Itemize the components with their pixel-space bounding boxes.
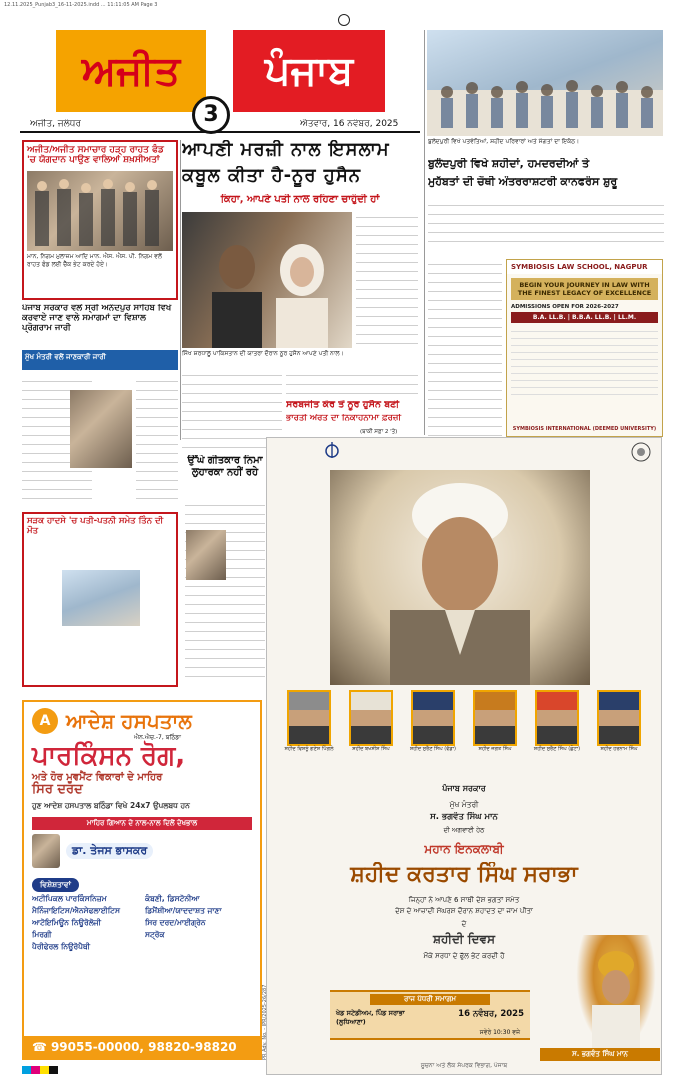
martyrs-row <box>283 690 645 780</box>
martyr-photo <box>411 690 455 746</box>
specialty-item: ਕੰਬਣੀ, ਡਿਸਟੋਨੀਆ <box>145 893 200 903</box>
martyr-photo <box>473 690 517 746</box>
islam-headline-1: ਆਪਣੀ ਮਰਜ਼ੀ ਨਾਲ ਇਸਲਾਮ <box>182 140 390 160</box>
govt-line-1: ਜਿਨ੍ਹਾਂ ਨੇ ਆਪਣੇ 6 ਸਾਥੀ ਦੇਸ਼ ਭਗਤਾਂ ਸਮੇਤ <box>408 896 520 904</box>
punjab-govt-emblem-icon <box>630 441 652 463</box>
islam-subhead-2: ਸਰਬਜੀਤ ਕੌਰ ਤੋਂ ਨੂਰ ਹੁਸੈਨ ਬਣੀ <box>286 400 400 410</box>
anandpur-headline: ਪੰਜਾਬ ਸਰਕਾਰ ਵਲੋਂ ਸ੍ਰੀ ਅਨੰਦਪੁਰ ਸਾਹਿਬ ਵਿਖੇ ਕਰਵਾਏ ਜਾਣ ਵਾਲੇ ਸਮਾਗਮਾਂ ਦਾ ਵਿਸ਼ਾਲ ਪ੍ਰੋਗਰਾਮ ਜਾਰੀ <box>22 304 172 333</box>
specialties-label: ਵਿਸ਼ੇਸ਼ਤਾਵਾਂ <box>32 878 79 892</box>
conference-body-text <box>428 200 664 250</box>
islam-subhead: ਕਿਹਾ, ਆਪਣੇ ਪਤੀ ਨਾਲ ਰਹਿਣਾ ਚਾਹੁੰਦੀ ਹਾਂ <box>220 194 380 205</box>
symbiosis-ad <box>506 259 663 437</box>
masthead-left-block <box>56 30 206 112</box>
print-color-bar <box>22 1066 58 1074</box>
govt-descriptor: ਮਹਾਨ ਇਨਕਲਾਬੀ <box>424 842 504 856</box>
symbiosis-tagline-1: BEGIN YOUR JOURNEY IN LAW WITH <box>519 281 650 289</box>
specialty-item: ਅਟੀਪਿਕਲ ਪਾਰਕਿੰਸਨਿਜ਼ਮ <box>32 893 107 903</box>
hospital-phone-bar <box>24 1036 260 1058</box>
specialties-list <box>32 894 252 952</box>
martyr-photo <box>287 690 331 746</box>
hospital-line-2: ਸਿਰ ਦਰਦ <box>32 782 83 798</box>
martyr-card <box>407 690 459 780</box>
masthead-title-left: ਅਜੀਤ <box>81 48 181 94</box>
martyr-card <box>593 690 645 780</box>
martyr-caption: ਸ਼ਹੀਦ ਬਖਸ਼ੀਸ਼ ਸਿੰਘ <box>352 746 390 752</box>
page-number-badge: 3 <box>192 96 230 134</box>
column-rule <box>180 140 181 440</box>
funds-caption: ਮਾਨ, ਨਿਗਮ ਮੁਲਾਜ਼ਮ ਆਦਿ ਮਾਨ. ਐਸ. ਐਸ. ਪੀ. ਨਿਗਮ ਵਲੋਂ ਰਾਹਤ ਫੰਡ ਲਈ ਚੈੱਕ ਭੇਟ ਕਰਦੇ ਹੋਏ। <box>27 252 162 268</box>
conference-headline-2: ਮੁਹੱਬਤਾਂ ਦੀ ਚੌਥੀ ਅੰਤਰਰਾਸ਼ਟਰੀ ਕਾਨਫਰੰਸ ਸ਼ੁਰੂ <box>428 176 618 188</box>
conference-photo-caption: ਬੁਲੰਦਪੁਰੀ ਵਿਖੇ ਪਤਵੰਤਿਆਂ, ਸ਼ਹੀਦ ਪਰਿਵਾਰਾਂ ਅਤੇ ਸੰਗਤਾਂ ਦਾ ਇਕੱਠ। <box>428 138 580 145</box>
hospital-logo-icon: A <box>32 708 58 734</box>
symbiosis-tagline-2: THE FINEST LEGACY OF EXCELLENCE <box>517 289 652 297</box>
islam-couple-photo <box>182 212 352 348</box>
masthead-right-block <box>233 30 385 112</box>
martyr-caption: ਸ਼ਹੀਦ ਸੁਰੈਣ ਸਿੰਘ (ਛੋਟਾ) <box>533 746 581 752</box>
islam-body-2 <box>286 370 418 398</box>
govt-line-3: ਦੇ <box>461 920 467 928</box>
dateline-date: ਐਤਵਾਰ, 16 ਨਵੰਬਰ, 2025 <box>300 119 399 129</box>
event-bar <box>330 990 530 1040</box>
column-rule <box>424 30 425 435</box>
govt-tribute: ਮੌਕੇ ਸਰਧਾ ਦੇ ਫੁੱਲ ਭੇਟ ਕਰਦੀ ਹੈ <box>423 952 505 960</box>
islam-photo-caption: ਸਿੱਖ ਸ਼ਰਧਾਲੂ ਪਾਕਿਸਤਾਨ ਦੀ ਯਾਤਰਾ ਦੌਰਾਨ ਨੂਰ ਹੁਸੈਨ ਆਪਣੇ ਪਤੀ ਨਾਲ। <box>182 350 344 357</box>
hospital-disease-title: ਪਾਰਕਿੰਸਨ ਰੋਗ, <box>32 741 186 771</box>
hospital-location: ਐਨ.ਐਚ.-7, ਬਠਿੰਡਾ <box>134 734 181 741</box>
print-slug: 12.11.2025_Punjab3_16-11-2025.indd ... 11:11:05 AM Page 3 <box>4 2 158 8</box>
martyr-card <box>345 690 397 780</box>
hospital-ad <box>22 700 262 1060</box>
martyr-caption: ਸ਼ਹੀਦ ਵਿਸ਼ਨੂੰ ਗਣੇਸ਼ ਪਿੰਗਲੇ <box>284 746 334 752</box>
islam-body-right <box>356 212 418 348</box>
islam-headline-2: ਕਬੂਲ ਕੀਤਾ ਹੈ-ਨੂਰ ਹੁਸੈਨ <box>182 166 362 186</box>
govt-day-title: ਸ਼ਹੀਦੀ ਦਿਵਸ <box>432 932 496 946</box>
event-label: ਰਾਜ ਪੱਧਰੀ ਸਮਾਗਮ <box>370 994 490 1005</box>
anandpur-photo <box>70 390 132 468</box>
event-venue: ਖੇਡ ਸਟੇਡੀਅਮ, ਪਿੰਡ ਸਰਾਭਾ (ਲੁਧਿਆਣਾ) <box>336 1009 405 1026</box>
hospital-name: ਆਦੇਸ਼ ਹਸਪਤਾਲ <box>66 708 192 733</box>
govt-line-2: ਦੇਸ਼ ਦੇ ਆਜ਼ਾਦੀ ਸੰਘਰਸ਼ ਦੌਰਾਨ ਸ਼ਹਾਦਤ ਦਾ ਜਾਮ ਪੀਤਾ <box>395 907 533 915</box>
martyr-card <box>469 690 521 780</box>
conference-photo <box>427 30 663 136</box>
hospital-line-1: ਅਤੇ ਹੋਰ ਮੂਵਮੈਂਟ ਵਿਕਾਰਾਂ ਦੇ ਮਾਹਿਰ <box>32 771 163 783</box>
khanda-emblem-icon <box>322 441 342 459</box>
govt-martyr-name: ਸ਼ਹੀਦ ਕਰਤਾਰ ਸਿੰਘ ਸਰਾਭਾ <box>350 862 578 887</box>
martyr-caption: ਸ਼ਹੀਦ ਜਗਤ ਸਿੰਘ <box>478 746 512 752</box>
specialty-item: ਪੈਰੀਫੇਰਲ ਨਿਊਰੋਪੈਥੀ <box>32 941 90 951</box>
conference-body-col <box>428 259 502 437</box>
specialty-item: ਸਿਰ ਦਰਦ/ਮਾਈਗ੍ਰੇਨ <box>145 917 206 927</box>
martyr-card <box>283 690 335 780</box>
symbiosis-title: SYMBIOSIS LAW SCHOOL, NAGPUR <box>507 260 662 274</box>
funds-story-box <box>22 140 178 300</box>
anandpur-subhead: ਮੁੱਖ ਮੰਤਰੀ ਵਲੋਂ ਜਾਣਕਾਰੀ ਜਾਰੀ <box>22 350 178 370</box>
symbiosis-university: SYMBIOSIS INTERNATIONAL (DEEMED UNIVERSITY) <box>512 426 657 432</box>
govt-org: ਪੰਜਾਬ ਸਰਕਾਰ <box>442 784 486 793</box>
funds-group-photo <box>27 171 173 251</box>
martyr-caption: ਸ਼ਹੀਦ ਹਰਨਾਮ ਸਿੰਘ <box>600 746 638 752</box>
event-time: ਸਵੇਰੇ 10:30 ਵਜੇ <box>479 1029 520 1036</box>
accident-victims-photo <box>62 570 140 626</box>
lyricist-body <box>185 500 265 680</box>
dateline-city: ਅਜੀਤ, ਜਲੰਧਰ <box>30 119 82 129</box>
masthead-title-right: ਪੰਜਾਬ <box>264 48 354 94</box>
funds-headline: ਅਜੀਤ/ਅਜੀਤ ਸਮਾਚਾਰ ਹੜ੍ਹ ਰਾਹਤ ਫੰਡ 'ਚ ਯੋਗਦਾਨ ਪਾਉਣ ਵਾਲਿਆਂ ਸ਼ਖ਼ਸੀਅਤਾਂ <box>27 145 164 166</box>
lyricist-headline: ਉੱਘੇ ਗੀਤਕਾਰ ਨਿਮਾ ਲੁਹਾਰਕਾ ਨਹੀਂ ਰਹੇ <box>187 455 263 478</box>
registration-mark-icon <box>338 14 350 26</box>
specialty-item: ਮਿਰਗੀ <box>32 929 52 939</box>
doctor-name: ਡਾ. ਤੇਜਸ ਭਾਸਕਰ <box>66 843 153 860</box>
accident-headline: ਸੜਕ ਹਾਦਸੇ 'ਚ ਪਤੀ-ਪਤਨੀ ਸਮੇਤ ਤਿੰਨ ਦੀ ਮੌਤ <box>27 516 164 536</box>
govt-cm-label: ਮੁੱਖ ਮੰਤਰੀ <box>449 800 479 809</box>
event-date: 16 ਨਵੰਬਰ, 2025 <box>458 1009 524 1019</box>
symbiosis-programs: B.A. LL.B. | B.B.A. LL.B. | LL.M. <box>511 312 658 323</box>
martyr-photo <box>349 690 393 746</box>
masthead-rule <box>20 131 420 133</box>
doctor-photo <box>32 834 60 868</box>
conference-headline-1: ਬੁਲੰਦਪੁਰੀ ਵਿਖੇ ਸ਼ਹੀਦਾਂ, ਹਮਦਰਦੀਆਂ ਤੇ <box>428 158 590 170</box>
martyr-photo <box>597 690 641 746</box>
cm-signature: ਸ. ਭਗਵੰਤ ਸਿੰਘ ਮਾਨ <box>540 1048 660 1061</box>
specialty-item: ਸਟ੍ਰੋਕ <box>145 929 165 939</box>
martyr-caption: ਸ਼ਹੀਦ ਸੁਰੈਣ ਸਿੰਘ (ਵੱਡਾ) <box>409 746 457 752</box>
hospital-line-3: ਹੁਣ ਆਦੇਸ਼ ਹਸਪਤਾਲ ਬਠਿੰਡਾ ਵਿਖੇ 24x7 ਉਪਲਬਧ ਹਨ <box>32 801 190 811</box>
lyricist-photo <box>186 530 226 580</box>
hospital-phone: 99055-00000, 98820-98820 <box>50 1040 237 1054</box>
govt-side-code: PR Adv. No. - IPR/2025-26/287 <box>262 984 268 1060</box>
symbiosis-admissions: ADMISSIONS OPEN FOR 2026-2027 <box>511 304 619 310</box>
specialty-item: ਡਿਮੈਂਸ਼ੀਆ/ਯਾਦਦਾਸ਼ਤ ਜਾਣਾ <box>145 905 222 915</box>
specialty-item: ਆਟੋਇਮਿਊਨ ਨਿਊਰੋਲੋਜੀ <box>32 917 101 927</box>
specialty-item: ਮੈਨਿੰਜਾਇਟਿਸ/ਐਨਸੇਫਲਾਈਟਿਸ <box>32 905 120 915</box>
cm-photo <box>576 935 656 1050</box>
hospital-line-4: ਮਾਹਿਰ ਗਿਆਨ ਦੇ ਨਾਲ-ਨਾਲ ਦਿਲੋਂ ਦੇਖਭਾਲ <box>32 817 252 830</box>
kartar-singh-sarabha-portrait <box>330 470 590 685</box>
govt-footer: ਸੂਚਨਾ ਅਤੇ ਲੋਕ ਸੰਪਰਕ ਵਿਭਾਗ, ਪੰਜਾਬ <box>420 1062 508 1069</box>
symbiosis-details-block <box>511 327 658 397</box>
islam-subhead-3: ਭਾਰਤੀ ਔਰਤ ਦਾ ਨਿਕਾਹਨਾਮਾ ਫ਼ਰਜ਼ੀ <box>286 414 402 423</box>
martyr-card <box>531 690 583 780</box>
phone-icon: ☎ <box>32 1040 47 1054</box>
anandpur-body-right <box>136 376 178 506</box>
govt-cm-name: ਸ. ਭਗਵੰਤ ਸਿੰਘ ਮਾਨ <box>430 812 498 822</box>
martyr-photo <box>535 690 579 746</box>
govt-led: ਦੀ ਅਗਵਾਈ ਹੇਠ <box>443 826 485 834</box>
islam-continued: (ਬਾਕੀ ਸਫ਼ਾ 2 'ਤੇ) <box>360 429 398 435</box>
accident-story-box <box>22 512 178 687</box>
